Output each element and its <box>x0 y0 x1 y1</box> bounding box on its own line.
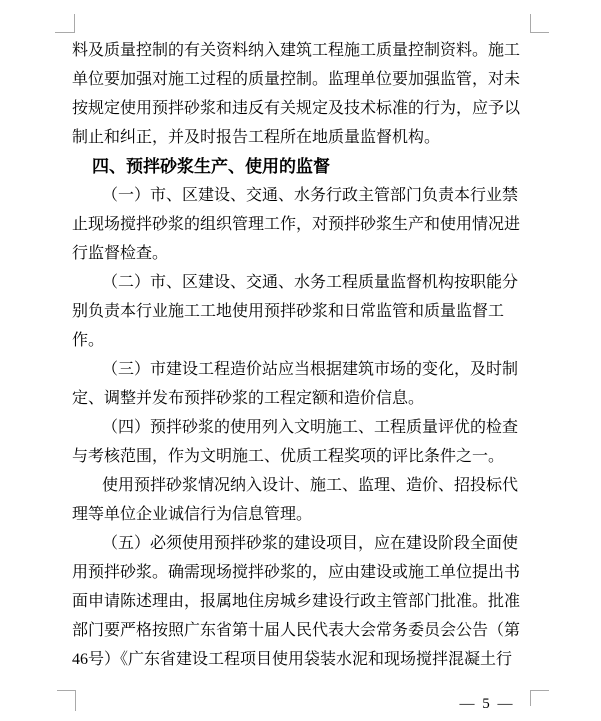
text-line: 制止和纠正，并及时报告工程所在地质量监督机构。 <box>72 129 441 146</box>
text-line: 面申请陈述理由，报属地住房城乡建设行政主管部门批准。批准 <box>72 593 521 610</box>
crop-mark-top-left-icon <box>55 14 75 33</box>
text-line: 行监督检查。 <box>72 245 169 262</box>
text-line: 料及质量控制的有关资料纳入建筑工程施工质量控制资料。施工 <box>72 42 521 59</box>
text-line: （一）市、区建设、交通、水务行政主管部门负责本行业禁 <box>102 187 519 204</box>
document-body <box>72 36 538 674</box>
text-line: 部门要严格按照广东省第十届人民代表大会常务委员会公告（第 <box>72 622 521 639</box>
text-line: 别负责本行业施工工地使用预拌砂浆和日常监管和质量监督工 <box>72 303 505 320</box>
crop-mark-bottom-left-icon <box>57 690 76 711</box>
text-line: 按规定使用预拌砂浆和违反有关规定及技术标准的行为，应予以 <box>72 100 521 117</box>
text-line: 作。 <box>72 332 105 349</box>
text-line: （三）市建设工程造价站应当根据建筑市场的变化，及时制 <box>102 361 519 378</box>
text-line: 与考核范围，作为文明施工、优质工程奖项的评比条件之一。 <box>72 448 505 465</box>
text-line: 46号）《广东省建设工程项目使用袋装水泥和现场搅拌混凝土行 <box>72 651 513 668</box>
text-line: （二）市、区建设、交通、水务工程质量监督机构按职能分 <box>102 274 519 291</box>
text-line: （四）预拌砂浆的使用列入文明施工、工程质量评优的检查 <box>102 419 519 436</box>
section-heading: 四、预拌砂浆生产、使用的监督 <box>92 157 330 176</box>
text-line: 定、调整并发布预拌砂浆的工程定额和造价信息。 <box>72 390 425 407</box>
crop-mark-top-right-icon <box>530 14 549 33</box>
page-number: — 5 — <box>459 696 515 712</box>
text-line: （五）必须使用预拌砂浆的建设项目，应在建设阶段全面使 <box>102 535 519 552</box>
text-line: 单位要加强对施工过程的质量控制。监理单位要加强监管，对未 <box>72 71 521 88</box>
text-line: 理等单位企业诚信行为信息管理。 <box>72 506 313 523</box>
text-line: 用预拌砂浆。确需现场搅拌砂浆的，应由建设或施工单位提出书 <box>72 564 521 581</box>
text-line: 止现场搅拌砂浆的组织管理工作，对预拌砂浆生产和使用情况进 <box>72 216 521 233</box>
crop-mark-bottom-right-icon <box>530 690 549 706</box>
text-line: 使用预拌砂浆情况纳入设计、施工、监理、造价、招投标代 <box>102 477 519 494</box>
